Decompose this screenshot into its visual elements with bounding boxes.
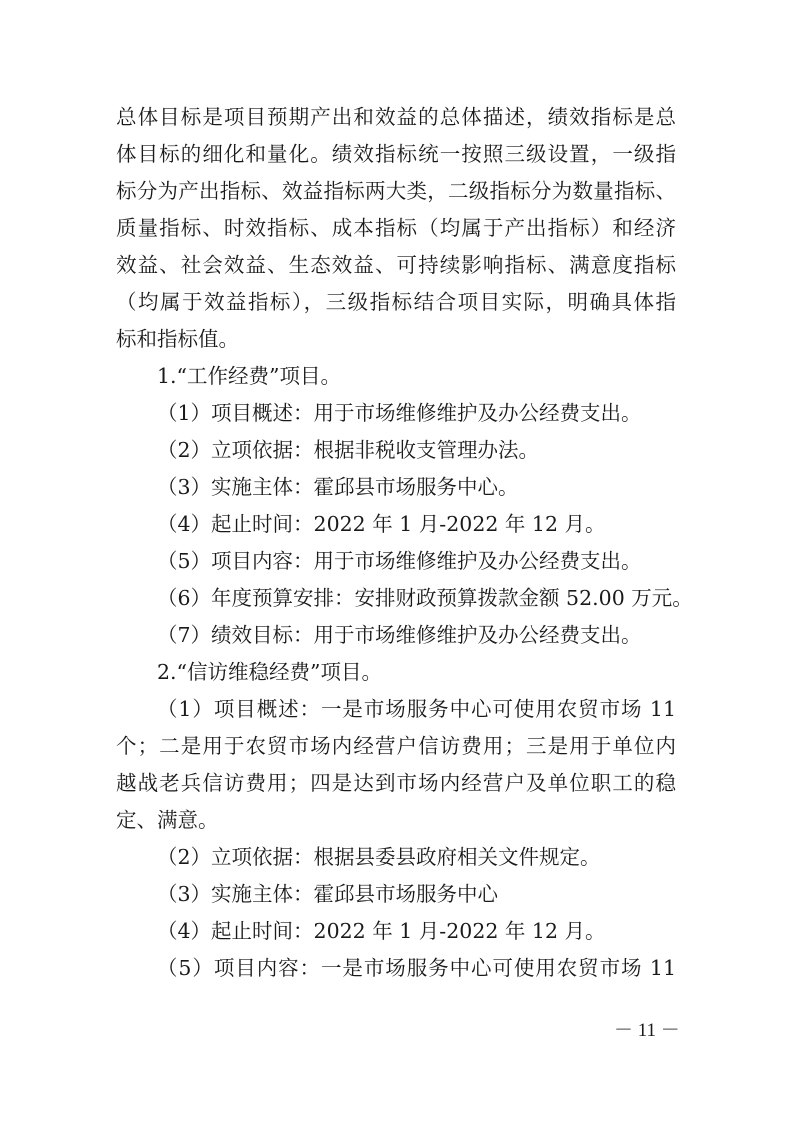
project-1-item: （1）项目概述：用于市场维修维护及办公经费支出。 bbox=[157, 401, 642, 425]
project-2-item-continuation: 个；二是用于农贸市场内经营户信访费用；三是用于单位内 bbox=[116, 734, 676, 758]
project-2-item: （4）起止时间：2022 年 1 月-2022 年 12 月。 bbox=[157, 919, 606, 943]
project-1-item: （5）项目内容：用于市场维修维护及办公经费支出。 bbox=[157, 549, 642, 573]
project-2-item: （1）项目概述：一是市场服务中心可使用农贸市场 11 bbox=[157, 697, 676, 721]
project-2-item: （2）立项依据：根据县委县政府相关文件规定。 bbox=[157, 845, 601, 869]
project-2-item: （3）实施主体：霍邱县市场服务中心 bbox=[157, 882, 499, 906]
project-2-item-continuation: 定、满意。 bbox=[116, 808, 219, 832]
project-2-item-continuation: 越战老兵信访费用；四是达到市场内经营户及单位职工的稳 bbox=[116, 771, 676, 795]
paragraph-line: 总体目标是项目预期产出和效益的总体描述，绩效指标是总 bbox=[116, 105, 676, 129]
paragraph-line: 质量指标、时效指标、成本指标（均属于产出指标）和经济 bbox=[116, 216, 676, 240]
project-1-item: （4）起止时间：2022 年 1 月-2022 年 12 月。 bbox=[157, 512, 606, 536]
project-1-item: （2）立项依据：根据非税收支管理办法。 bbox=[157, 438, 540, 462]
project-2-item: （5）项目内容：一是市场服务中心可使用农贸市场 11 bbox=[157, 956, 676, 980]
project-1-item: （6）年度预算安排：安排财政预算拨款金额 52.00 万元。 bbox=[157, 586, 693, 610]
paragraph-line: 标和指标值。 bbox=[116, 327, 239, 351]
page-number: － 11 － bbox=[614, 1020, 680, 1041]
section-heading-project-2: 2.“信访维稳经费”项目。 bbox=[157, 660, 383, 684]
paragraph-line: （均属于效益指标），三级指标结合项目实际，明确具体指 bbox=[116, 290, 676, 314]
project-1-item: （3）实施主体：霍邱县市场服务中心。 bbox=[157, 475, 519, 499]
section-heading-project-1: 1.“工作经费”项目。 bbox=[157, 364, 342, 388]
paragraph-line: 标分为产出指标、效益指标两大类，二级指标分为数量指标、 bbox=[116, 179, 676, 203]
paragraph-line: 体目标的细化和量化。绩效指标统一按照三级设置，一级指 bbox=[116, 142, 676, 166]
project-1-item: （7）绩效目标：用于市场维修维护及办公经费支出。 bbox=[157, 623, 642, 647]
paragraph-line: 效益、社会效益、生态效益、可持续影响指标、满意度指标 bbox=[116, 253, 676, 277]
